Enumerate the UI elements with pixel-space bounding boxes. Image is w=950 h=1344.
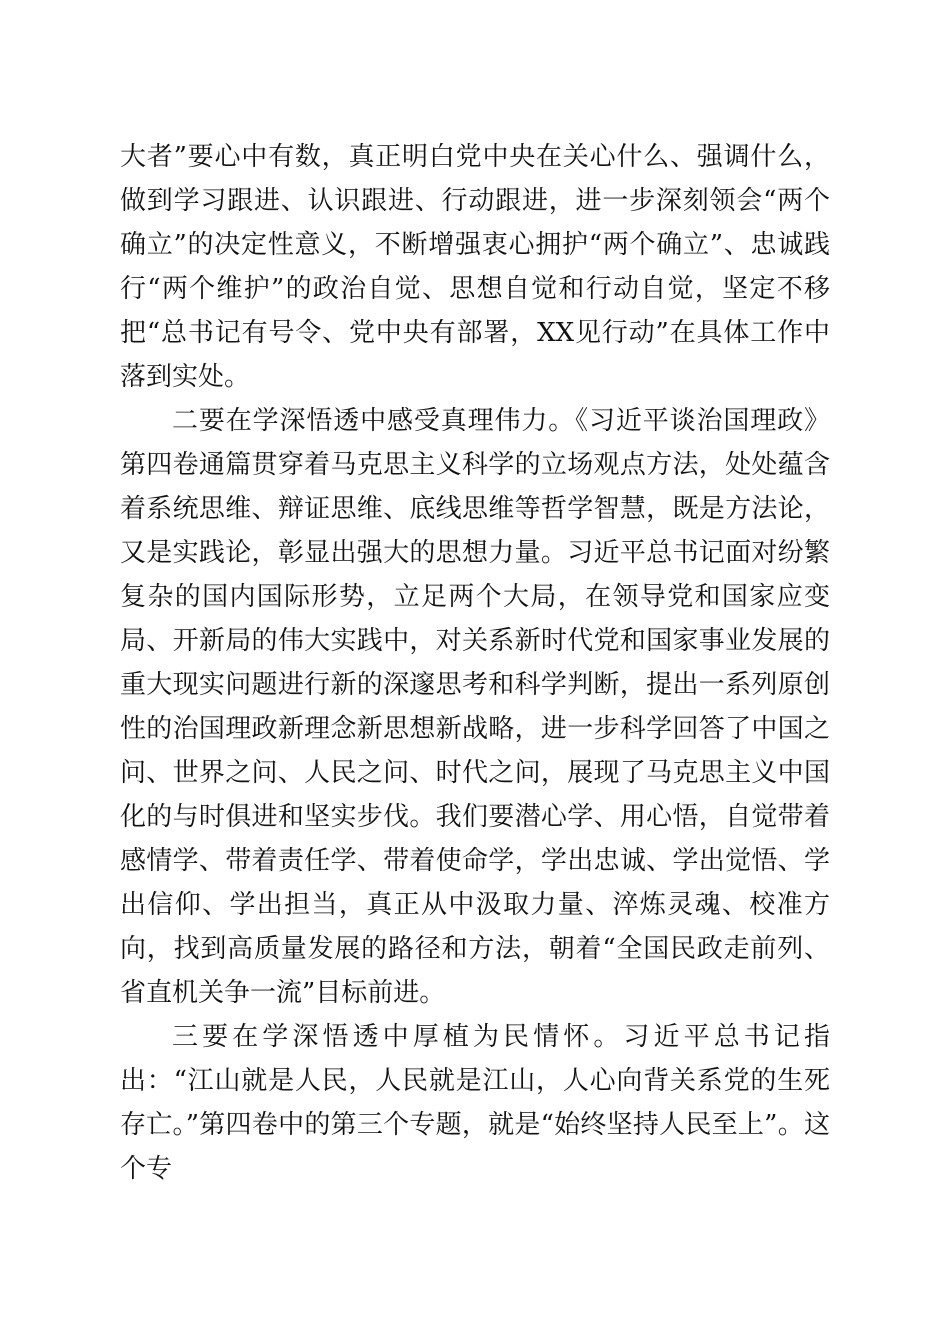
document-body [120, 135, 830, 1191]
paragraph-3: 三要在学深悟透中厚植为民情怀。习近平总书记指出：“江山就是人民，人民就是江山，人心向背关系党的生死存亡。”第四卷中的第三个专题，就是“始终坚持人民至上”。这个专 [120, 1022, 830, 1184]
paragraph-1: 大者”要心中有数，真正明白党中央在关心什么、强调什么，做到学习跟进、认识跟进、行动跟进，进一步深刻领会“两个确立”的决定性意义，不断增强衷心拥护“两个确立”、忠诚践行“两个维护”的政治自觉、思想自觉和行动自觉，坚定不移把“总书记有号令、党中央有部署，XX见行动”在具体工作中落到实处。 [120, 142, 830, 392]
paragraph-2: 二要在学深悟透中感受真理伟力。《习近平谈治国理政》第四卷通篇贯穿着马克思主义科学的立场观点方法，处处蕴含着系统思维、辩证思维、底线思维等哲学智慧，既是方法论，又是实践论，彰显出强大的思想力量。习近平总书记面对纷繁复杂的国内国际形势，立足两个大局，在领导党和国家应变局、开新局的伟大实践中，对关系新时代党和国家事业发展的重大现实问题进行新的深邃思考和科学判断，提出一系列原创性的治国理政新理念新思想新战略，进一步科学回答了中国之问、世界之问、人民之问、时代之问，展现了马克思主义中国化的与时俱进和坚实步伐。我们要潜心学、用心悟，自觉带着感情学、带着责任学、带着使命学，学出忠诚、学出觉悟、学出信仰、学出担当，真正从中汲取力量、淬炼灵魂、校准方向，找到高质量发展的路径和方法，朝着“全国民政走前列、省直机关争一流”目标前进。 [120, 406, 830, 1008]
